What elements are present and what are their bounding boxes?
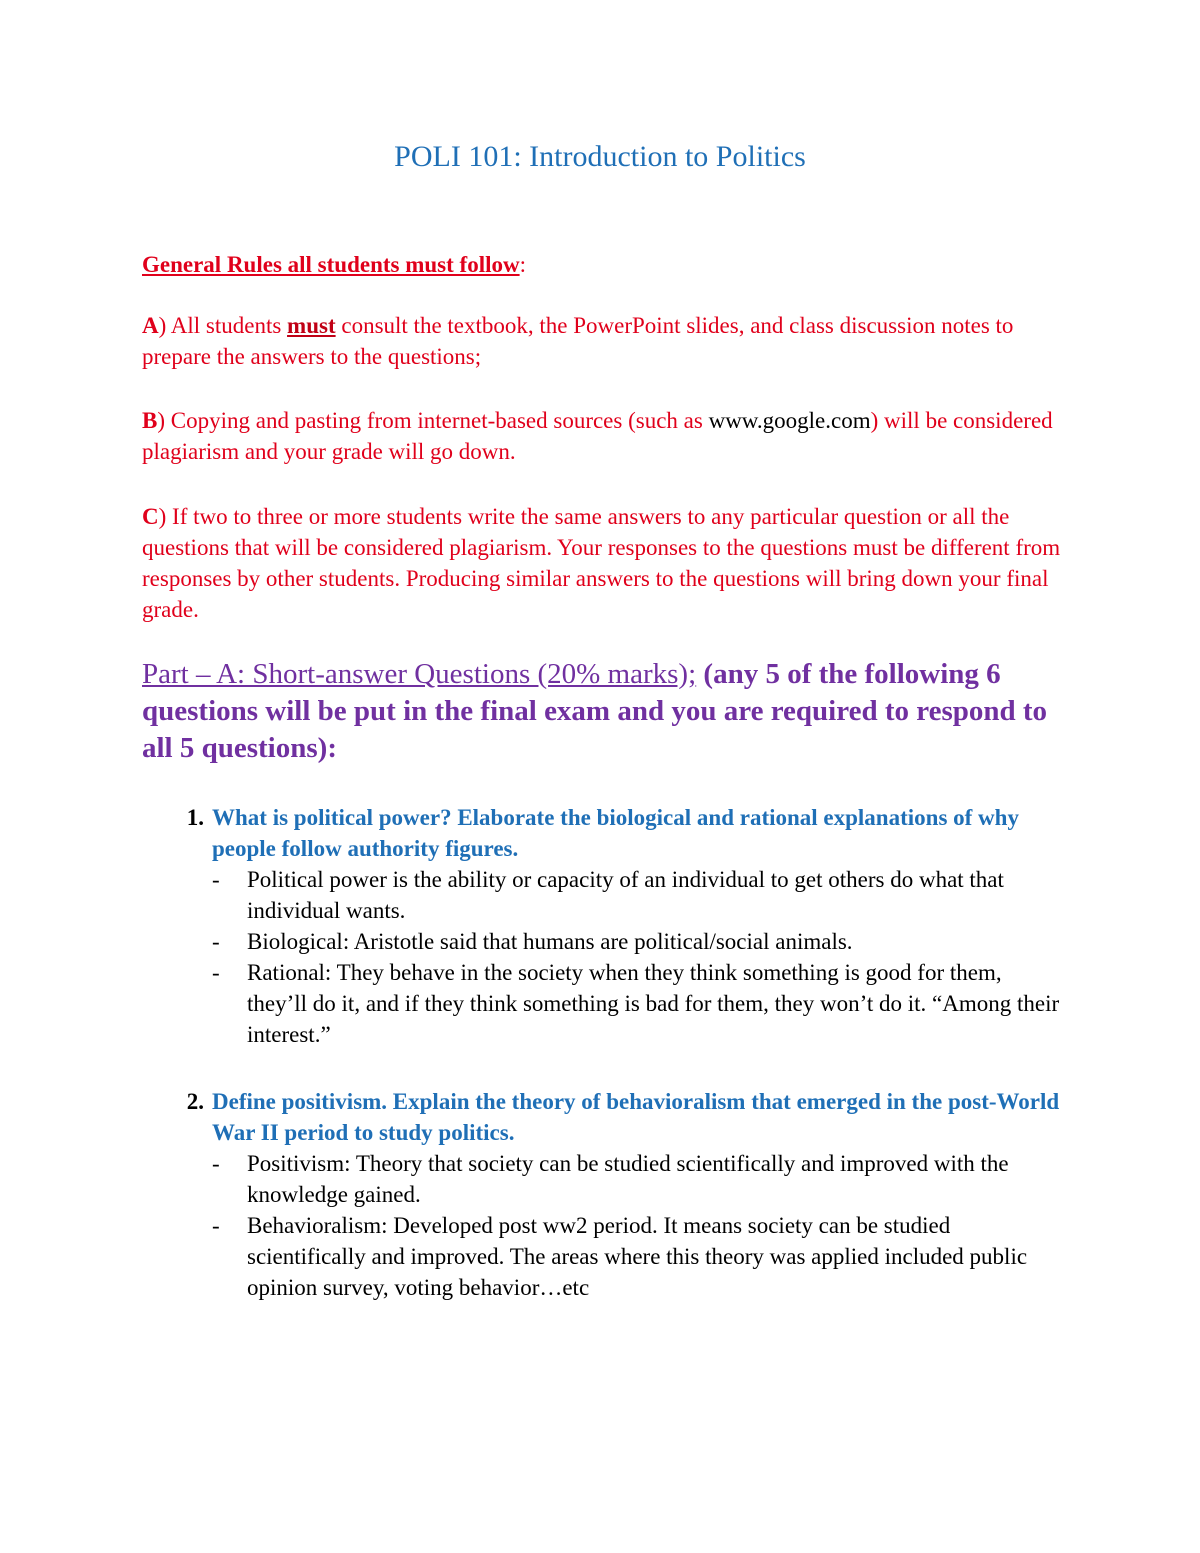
rule-a: [142, 310, 1072, 372]
question-text: Define positivism. Explain the theory of behavioralism that emerged in the post-World War II period to study politics.: [212, 1089, 1060, 1145]
rule-a-emphasis: must: [287, 313, 336, 338]
list-item: [212, 1148, 1062, 1210]
answer-text: Political power is the ability or capacity of an individual to get others do what that individual wants.: [247, 867, 1004, 923]
part-a-heading: [142, 656, 1082, 767]
rules-heading-text: General Rules all students must follow: [142, 252, 520, 277]
question-number: 1.: [186, 805, 204, 830]
rules-heading: [142, 252, 526, 278]
answer-text: Biological: Aristotle said that humans are political/social animals.: [247, 929, 853, 954]
rules-heading-colon: :: [519, 252, 526, 277]
bullet-dash: -: [212, 960, 220, 985]
answer-text: Rational: They behave in the society when they think something is good for them, they’ll do it, and if they think something is bad for them, they won’t do it. “Among their interest.”: [247, 960, 1060, 1047]
question-2: [142, 1086, 1062, 1303]
list-item: [212, 926, 1062, 957]
question-1: [142, 802, 1062, 1050]
rule-b-pre: ) Copying and pasting from internet-based sources (such as: [157, 408, 709, 433]
answer-list: [142, 1148, 1062, 1303]
answer-text: Positivism: Theory that society can be studied scientifically and improved with the knowledge gained.: [247, 1151, 1009, 1207]
answer-text: Behavioralism: Developed post ww2 period. It means society can be studied scientifically and improved. The areas where this theory was applied included public opinion survey, voting behavior…etc: [247, 1213, 1028, 1300]
rule-b-letter: B: [142, 408, 158, 433]
part-a-title: Part – A: Short-answer Questions (20% marks);: [142, 658, 697, 690]
rule-c-letter: C: [142, 504, 159, 529]
answer-list: [142, 864, 1062, 1050]
page-title: POLI 101: Introduction to Politics: [394, 140, 806, 173]
bullet-dash: -: [212, 929, 220, 954]
rule-a-post: consult the textbook, the PowerPoint slides, and class discussion notes to prepare the answers to the questions;: [142, 313, 1014, 369]
question-text: What is political power? Elaborate the biological and rational explanations of why people follow authority figures.: [212, 805, 1019, 861]
rule-b-post: ) will be considered plagiarism and your grade will go down.: [142, 408, 1053, 464]
rule-b: [142, 405, 1072, 467]
list-item: [212, 1210, 1062, 1303]
bullet-dash: -: [212, 867, 220, 892]
rule-c-text: ) If two to three or more students write the same answers to any particular question or all the questions that will be considered plagiarism. Your responses to the questions must be different from responses by other students. Producing similar answers to the questions will bring down your final grade.: [142, 504, 1061, 622]
bullet-dash: -: [212, 1213, 220, 1238]
bullet-dash: -: [212, 1151, 220, 1176]
list-item: [212, 864, 1062, 926]
rule-c: [142, 501, 1072, 625]
list-item: [212, 957, 1062, 1050]
rule-a-pre: ) All students: [158, 313, 288, 338]
rule-b-site: www.google.com: [708, 408, 871, 433]
part-a-note: (any 5 of the following 6 questions will be put in the final exam and you are required to respond to all 5 questions):: [142, 658, 1048, 764]
rule-a-letter: A: [142, 313, 159, 338]
question-number: 2.: [186, 1089, 204, 1114]
